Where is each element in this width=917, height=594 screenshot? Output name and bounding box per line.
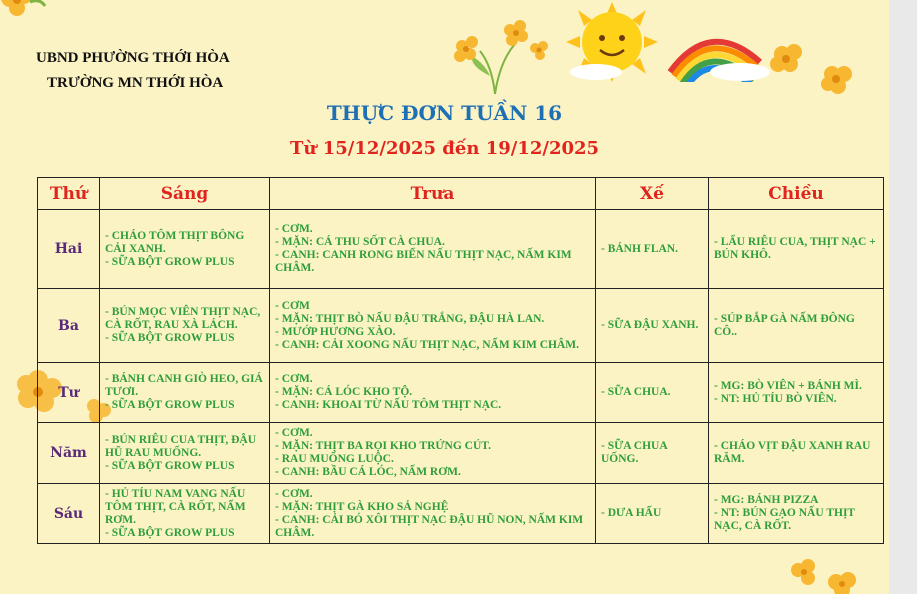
column-header-morning: Sáng [100, 178, 270, 210]
day-cell: Hai [38, 210, 100, 289]
column-header-day: Thứ [38, 178, 100, 210]
menu-line: - MẶN: THỊT GÀ KHO SẢ NGHỆ [275, 500, 449, 513]
menu-line: - SỮA BỘT GROW PLUS [105, 459, 235, 472]
snack-cell [596, 289, 709, 363]
menu-line: - CHÁO TÔM THỊT BÔNG CẢI XANH. [105, 229, 245, 255]
morning-cell [100, 210, 270, 289]
menu-line: - RAU MUỐNG LUỘC. [275, 453, 394, 465]
menu-line: - MẶN: THỊT BÒ NẤU ĐẬU TRẮNG, ĐẬU HÀ LAN. [275, 312, 545, 325]
menu-line: - HỦ TÍU NAM VANG NẤU TÔM THỊT, CÀ RỐT, NẤM RƠM. [105, 487, 246, 526]
menu-line: - BÚN RIÊU CUA THỊT, ĐẬU HŨ RAU MUỐNG. [105, 433, 257, 459]
table-header-row [38, 178, 884, 210]
menu-line: - SỮA BỘT GROW PLUS [105, 255, 235, 268]
day-cell: Sáu [38, 484, 100, 544]
table-row [38, 210, 884, 289]
snack-cell [596, 363, 709, 423]
menu-table [37, 177, 884, 544]
menu-line: - LẨU RIÊU CUA, THỊT NẠC + BÚN KHÔ. [714, 236, 876, 261]
menu-line: - BÚN MỌC VIÊN THỊT NẠC, CÀ RỐT, RAU XÀ LÁCH. [105, 306, 261, 331]
menu-line: - MG: BÒ VIÊN + BÁNH MÌ. [714, 379, 862, 392]
day-cell: Tư [38, 363, 100, 423]
afternoon-cell [709, 363, 884, 423]
menu-line: - MẶN: CÁ THU SỐT CÀ CHUA. [275, 236, 445, 248]
column-header-noon: Trưa [270, 178, 596, 210]
menu-line: - CANH: CẢI BÓ XÔI THỊT NẠC ĐẬU HŨ NON, NẤM KIM CHÂM. [275, 513, 584, 539]
menu-line: - MẶN: THỊT BA RỌI KHO TRỨNG CÚT. [275, 440, 491, 452]
menu-line: - CƠM. [275, 223, 313, 235]
menu-line: - MG: BÁNH PIZZA [714, 494, 819, 506]
noon-cell [270, 484, 596, 544]
menu-line: - CANH: CẢI XOONG NẤU THỊT NẠC, NẤM KIM CHÂM. [275, 338, 579, 351]
ward-name: UBND PHƯỜNG THỚI HÒA [36, 50, 230, 66]
rainbow-icon [660, 22, 770, 82]
menu-line: - SỮA CHUA UỐNG. [601, 440, 668, 465]
flower-icon [0, 0, 50, 24]
snack-cell [596, 210, 709, 289]
afternoon-cell [709, 210, 884, 289]
menu-line: - BÁNH FLAN. [601, 242, 678, 255]
menu-line: - CHÁO VỊT ĐẬU XANH RAU RĂM. [714, 440, 871, 465]
menu-line: - MƯỚP HƯƠNG XÀO. [275, 325, 396, 338]
afternoon-cell [709, 289, 884, 363]
noon-cell [270, 423, 596, 484]
menu-line: - CANH: KHOAI TỪ NẤU TÔM THỊT NẠC. [275, 399, 502, 411]
noon-cell [270, 289, 596, 363]
table-row [38, 363, 884, 423]
menu-line: - SỮA CHUA. [601, 386, 671, 398]
menu-line: - SỮA BỘT GROW PLUS [105, 399, 235, 411]
menu-line: - MẶN: CÁ LÓC KHO TỘ. [275, 386, 413, 398]
menu-line: - DƯA HẤU [601, 507, 662, 519]
menu-line: - CANH: BẦU CÁ LÓC, NẤM RƠM. [275, 466, 461, 478]
morning-cell [100, 363, 270, 423]
page-title: THỰC ĐƠN TUẦN 16 [326, 101, 563, 125]
column-header-snack: Xế [596, 178, 709, 210]
menu-line: - SÚP BẮP GÀ NẤM ĐÔNG CÔ.. [714, 312, 855, 338]
menu-line: - SỮA BỘT GROW PLUS [105, 526, 235, 539]
school-name: TRƯỜNG MN THỚI HÒA [47, 75, 224, 91]
column-header-afternoon: Chiều [709, 178, 884, 210]
snack-cell [596, 484, 709, 544]
table-row [38, 484, 884, 544]
noon-cell [270, 363, 596, 423]
morning-cell [100, 423, 270, 484]
snack-cell [596, 423, 709, 484]
menu-line: - CƠM. [275, 373, 313, 385]
flower-icon [780, 556, 880, 594]
table-row [38, 289, 884, 363]
day-cell: Năm [38, 423, 100, 484]
menu-line: - CƠM. [275, 427, 313, 439]
day-cell: Ba [38, 289, 100, 363]
morning-cell [100, 289, 270, 363]
menu-line: - NT: HỦ TÍU BÒ VIÊN. [714, 392, 837, 405]
menu-line: - CƠM [275, 299, 310, 312]
morning-cell [100, 484, 270, 544]
vertical-scrollbar[interactable] [889, 0, 917, 594]
flower-icon [760, 40, 860, 100]
menu-line: - SỮA ĐẬU XANH. [601, 319, 699, 331]
afternoon-cell [709, 423, 884, 484]
menu-line: - CANH: CANH RONG BIỂN NẤU THỊT NẠC, NẤM KIM CHÂM. [275, 249, 572, 274]
smiling-sun-icon [552, 2, 672, 82]
menu-line: - BÁNH CANH GIÒ HEO, GIÁ TƯƠI. [105, 373, 263, 398]
menu-line: - CƠM. [275, 487, 313, 500]
afternoon-cell [709, 484, 884, 544]
date-range: Từ 15/12/2025 đến 19/12/2025 [289, 138, 600, 159]
menu-line: - SỮA BỘT GROW PLUS [105, 332, 235, 344]
table-row [38, 423, 884, 484]
flower-icon [440, 16, 560, 96]
menu-line: - NT: BÚN GẠO NẤU THỊT NẠC, CÀ RỐT. [714, 507, 855, 532]
noon-cell [270, 210, 596, 289]
